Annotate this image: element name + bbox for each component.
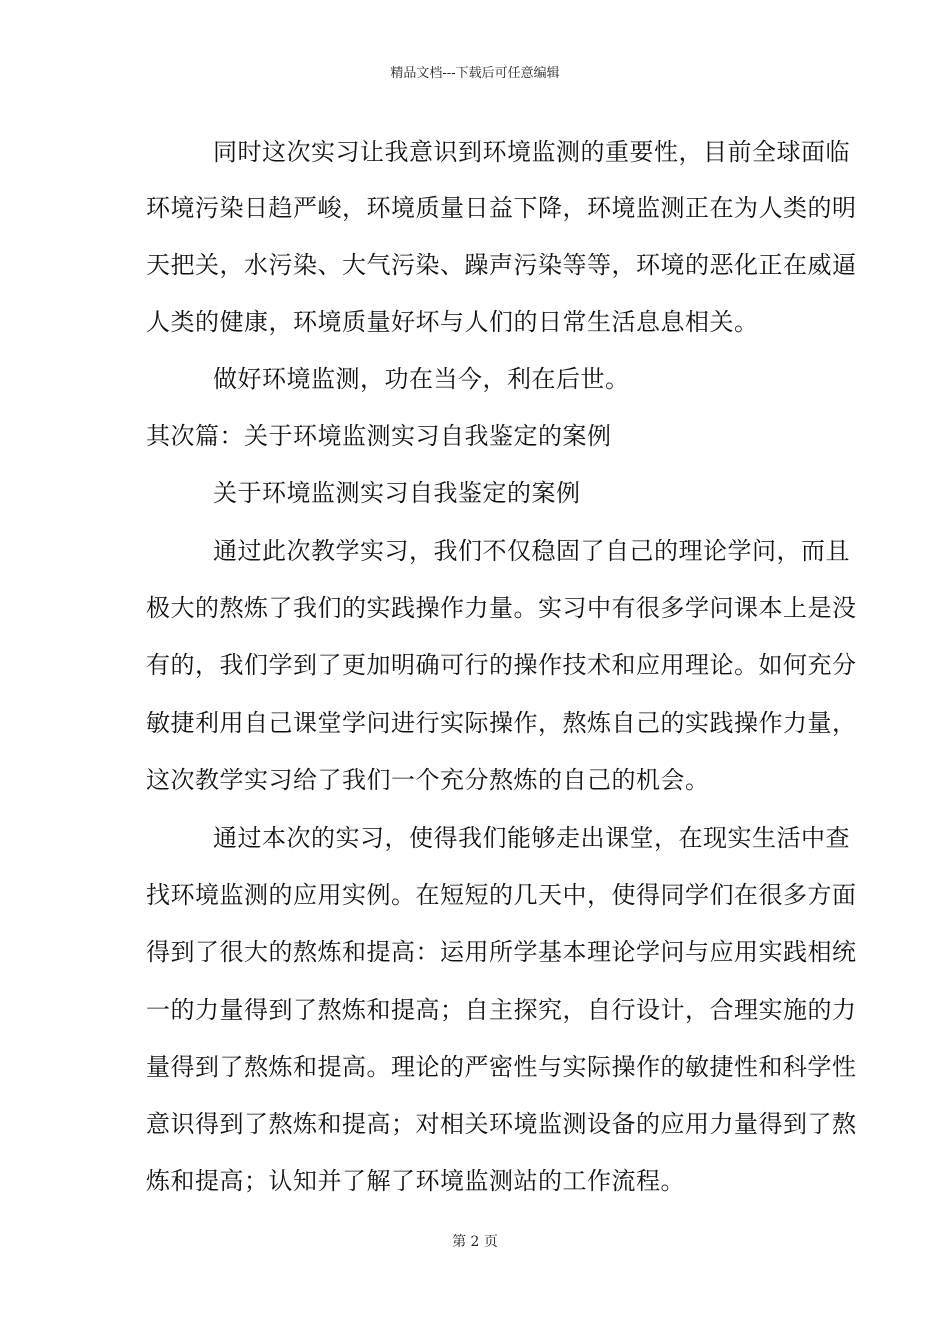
body-line: 通过此次教学实习，我们不仅稳固了自己的理论学问，而且 [213,537,850,565]
body-line: 这次教学实习给了我们一个充分熬炼的自己的机会。 [146,766,710,794]
page-number: 第 2 页 [452,1234,498,1250]
body-line: 一的力量得到了熬炼和提高；自主探究，自行设计，合理实施的力 [146,996,857,1024]
body-line: 敏捷利用自己课堂学问进行实际操作，熬炼自己的实践操作力量， [146,709,857,737]
article-title: 关于环境监测实习自我鉴定的案例 [213,479,581,507]
body-line: 通过本次的实习，使得我们能够走出课堂，在现实生活中查 [213,824,850,852]
body-line: 得到了很大的熬炼和提高：运用所学基本理论学问与应用实践相统 [146,938,857,966]
body-line: 环境污染日趋严峻，环境质量日益下降，环境监测正在为人类的明 [146,194,857,222]
body-line: 同时这次实习让我意识到环境监测的重要性，目前全球面临 [213,138,850,166]
body-line: 找环境监测的应用实例。在短短的几天中，使得同学们在很多方面 [146,881,857,909]
body-line: 做好环境监测，功在当今，利在后世。 [213,365,630,393]
body-line: 极大的熬炼了我们的实践操作力量。实习中有很多学问课本上是没 [146,594,857,622]
section-heading: 其次篇：关于环境监测实习自我鉴定的案例 [146,422,612,450]
body-line: 意识得到了熬炼和提高；对相关环境监测设备的应用力量得到了熬 [146,1110,857,1138]
body-line: 量得到了熬炼和提高。理论的严密性与实际操作的敏捷性和科学性 [146,1053,857,1081]
body-line: 人类的健康，环境质量好坏与人们的日常生活息息相关。 [146,308,759,336]
page-header: 精品文档---下载后可任意编辑 [390,66,560,81]
body-line: 炼和提高；认知并了解了环境监测站的工作流程。 [146,1167,685,1195]
body-line: 有的，我们学到了更加明确可行的操作技术和应用理论。如何充分 [146,651,857,679]
body-line: 天把关，水污染、大气污染、躁声污染等等，环境的恶化正在威逼 [146,251,857,279]
